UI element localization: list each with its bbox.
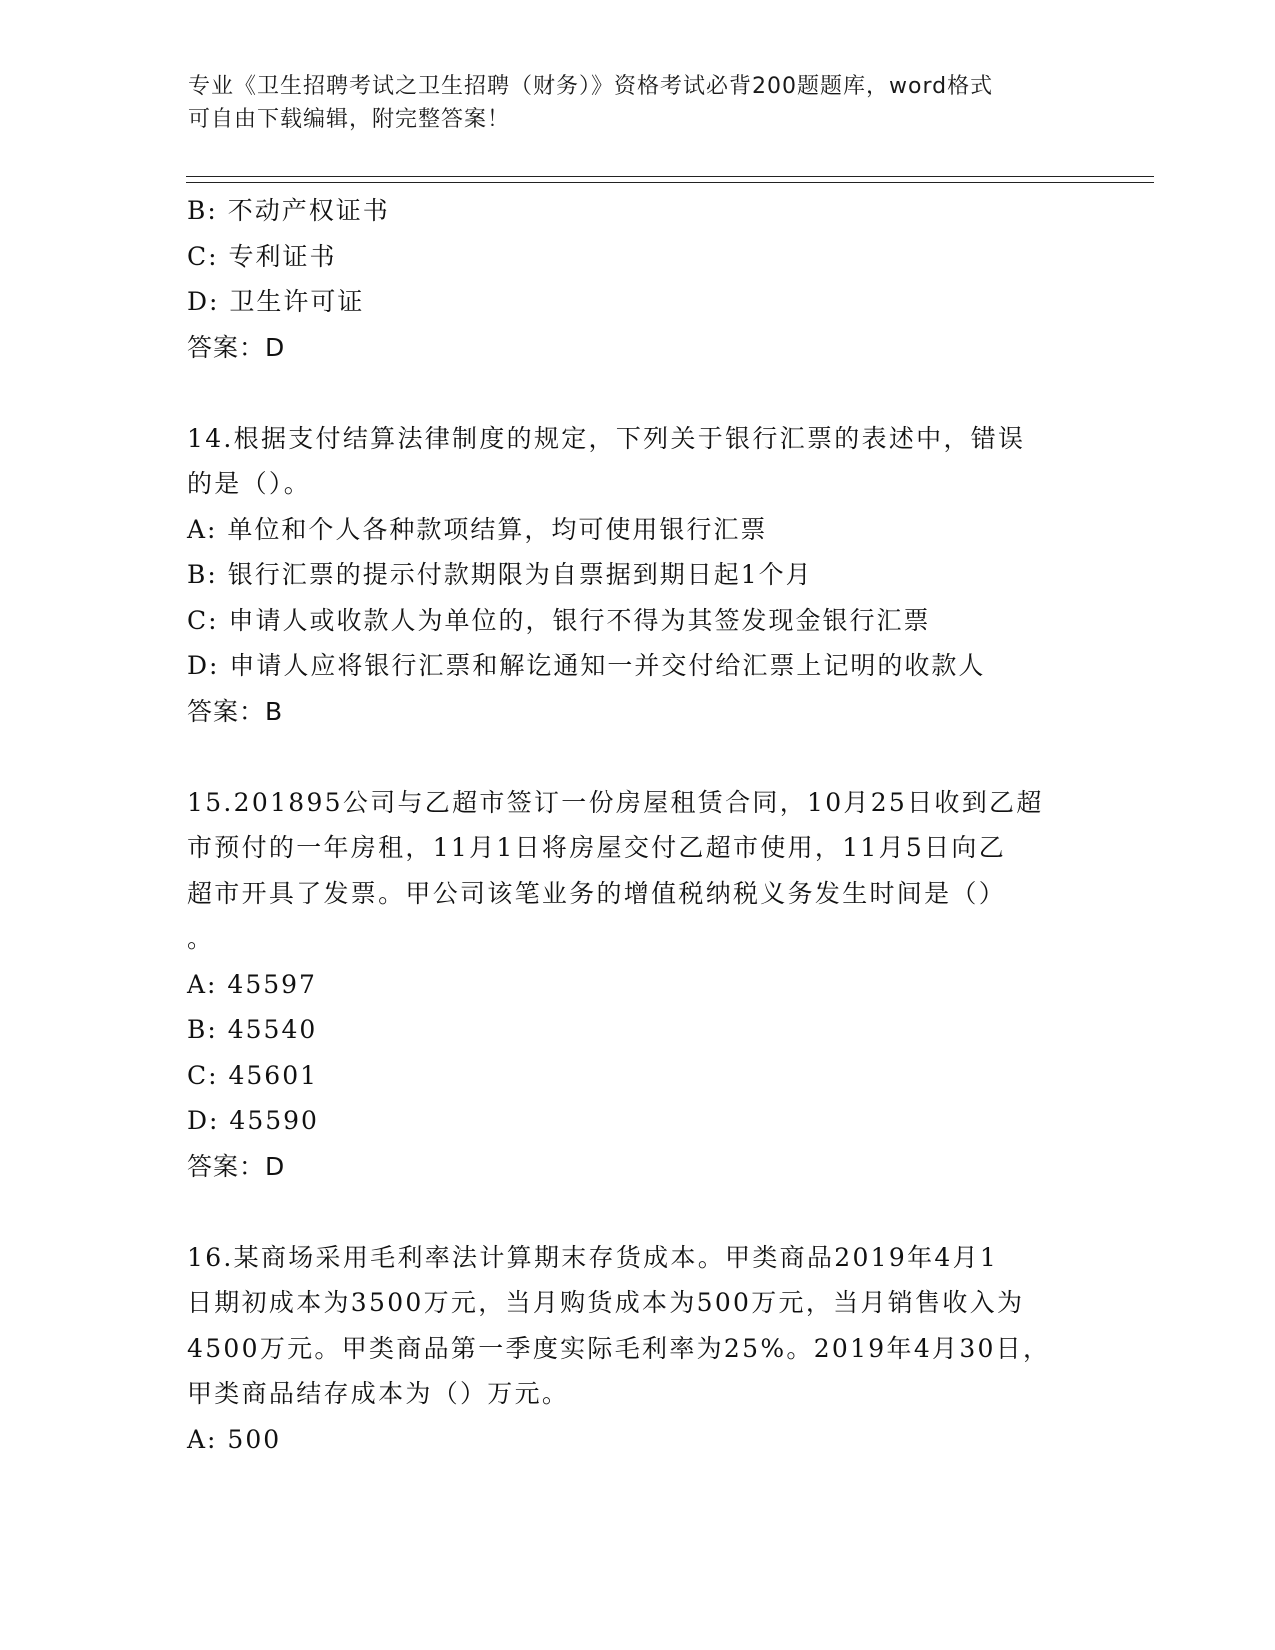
option-d: D: 卫生许可证 <box>187 287 365 316</box>
document-header <box>188 70 1068 136</box>
spacer <box>187 1189 1087 1235</box>
option-b: B: 银行汇票的提示付款期限为自票据到期日起1个月 <box>187 560 813 589</box>
option-b: B: 45540 <box>187 1015 318 1044</box>
spacer <box>187 370 1087 416</box>
spacer <box>187 734 1087 780</box>
question-14 <box>187 416 1087 735</box>
header-divider <box>186 176 1154 183</box>
question-stem-line: 4500万元。甲类商品第一季度实际毛利率为25%。2019年4月30日， <box>187 1333 1051 1363</box>
option-c: C: 45601 <box>187 1060 319 1090</box>
question-13-continued <box>187 188 1087 370</box>
header-line-1: 专业《卫生招聘考试之卫生招聘（财务）》资格考试必背200题题库，word格式 <box>188 74 994 99</box>
question-stem-line: 市预付的一年房租，11月1日将房屋交付乙超市使用，11月5日向乙 <box>187 833 1007 862</box>
question-stem-line: 15.201895公司与乙超市签订一份房屋租赁合同，10月25日收到乙超 <box>187 787 1044 817</box>
question-stem-line: 超市开具了发票。甲公司该笔业务的增值税纳税义务发生时间是（） <box>187 878 1007 908</box>
question-15 <box>187 780 1087 1190</box>
option-d: D: 申请人应将银行汇票和解讫通知一并交付给汇票上记明的收款人 <box>187 651 986 680</box>
option-c: C: 申请人或收款人为单位的，银行不得为其签发现金银行汇票 <box>187 605 931 635</box>
question-stem-line: 。 <box>187 924 215 953</box>
question-16 <box>187 1235 1087 1463</box>
header-line-2: 可自由下载编辑，附完整答案！ <box>188 107 511 132</box>
option-a: A: 45597 <box>187 969 317 999</box>
question-list <box>187 188 1087 1462</box>
question-stem-line: 14.根据支付结算法律制度的规定，下列关于银行汇票的表述中，错误 <box>187 423 1026 453</box>
option-a: A: 单位和个人各种款项结算，均可使用银行汇票 <box>187 514 768 544</box>
answer: 答案：D <box>187 1151 286 1181</box>
question-stem-line: 日期初成本为3500万元，当月购货成本为500万元，当月销售收入为 <box>187 1288 1025 1317</box>
answer: 答案：B <box>187 696 284 726</box>
question-stem-line: 16.某商场采用毛利率法计算期末存货成本。甲类商品2019年4月1 <box>187 1242 999 1272</box>
question-stem-line: 的是（）。 <box>187 469 312 498</box>
option-d: D: 45590 <box>187 1106 319 1135</box>
option-a: A: 500 <box>187 1424 282 1454</box>
answer: 答案：D <box>187 332 286 362</box>
question-stem-line: 甲类商品结存成本为（）万元。 <box>187 1379 570 1408</box>
option-c: C: 专利证书 <box>187 241 337 271</box>
option-b: B: 不动产权证书 <box>187 196 390 225</box>
